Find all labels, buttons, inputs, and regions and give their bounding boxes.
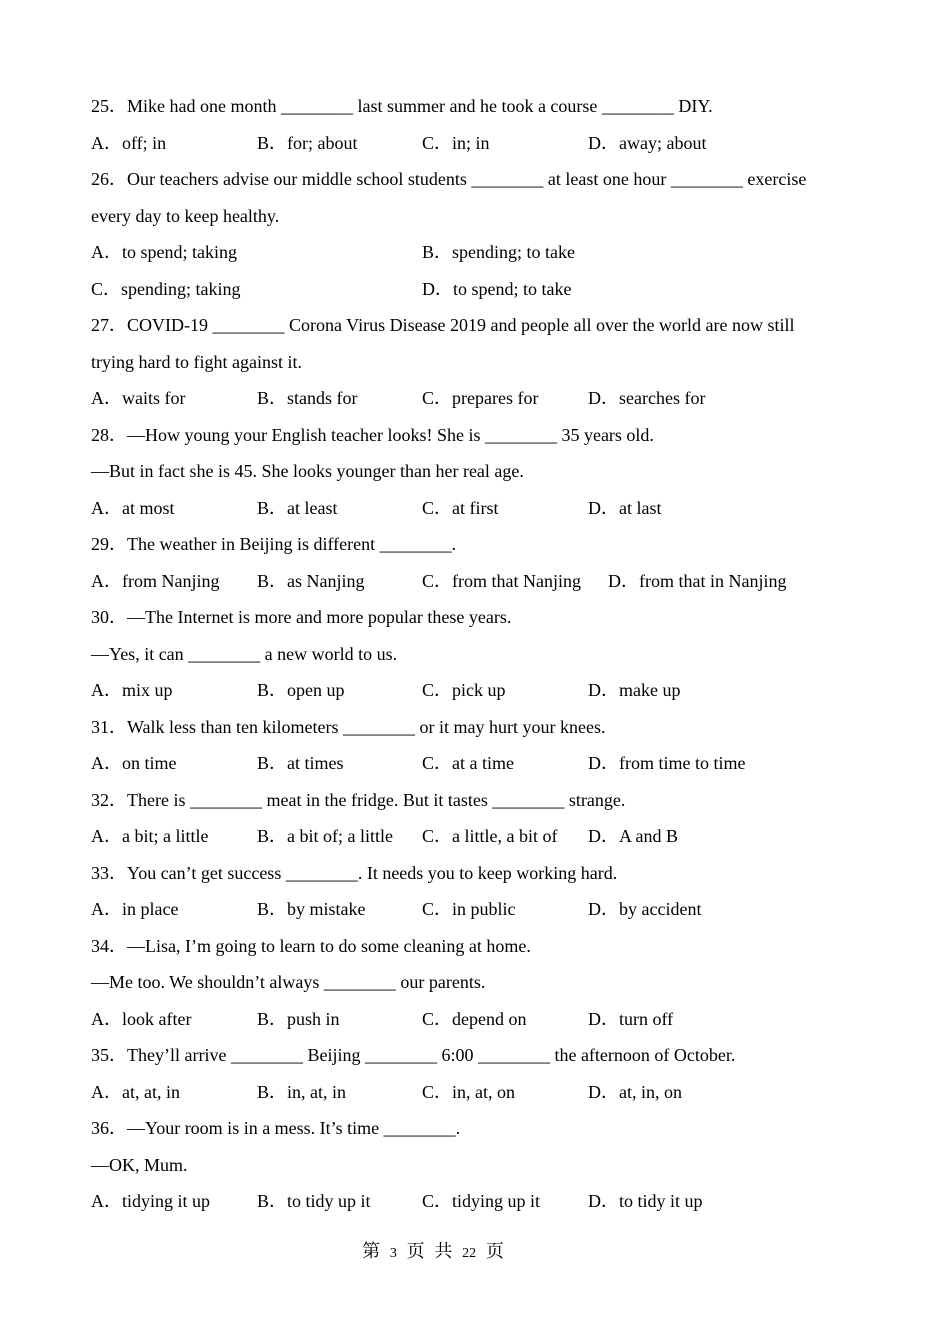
question-34: [91, 928, 891, 1038]
option-text: away; about: [619, 132, 707, 153]
option-text: searches for: [619, 388, 706, 408]
options-row: [91, 563, 891, 600]
option-d: [588, 1183, 703, 1220]
question-stem-line: [91, 709, 891, 746]
option-text: in place: [122, 899, 179, 919]
options-row: [91, 818, 891, 855]
question-number: 31．: [91, 716, 127, 737]
option-c: [422, 563, 581, 600]
option-b: [257, 563, 365, 600]
option-d: [588, 125, 706, 162]
option-a: [91, 672, 173, 709]
footer-word-gong: 共: [434, 1241, 453, 1262]
option-text: off; in: [122, 132, 167, 153]
option-text: at least: [287, 497, 338, 518]
option-text: in; in: [452, 132, 490, 153]
option-d: [608, 563, 786, 600]
question-text: Our teachers advise our middle school students ________ at least one hour ________ exercise: [127, 169, 807, 189]
question-list: [91, 88, 891, 1220]
question-stem-line: [91, 307, 891, 344]
option-letter: B．: [257, 899, 288, 919]
footer-word-ye: 页: [406, 1241, 425, 1262]
option-text: pick up: [452, 680, 506, 700]
question-29: [91, 526, 891, 599]
option-letter: B．: [257, 1081, 288, 1102]
option-letter: C．: [422, 899, 453, 919]
option-c: [422, 1001, 527, 1038]
option-text: mix up: [122, 680, 173, 700]
option-text: from time to time: [619, 753, 746, 773]
option-c: [422, 745, 514, 782]
option-c: [422, 672, 506, 709]
question-stem-line: —Yes, it can ________ a new world to us.: [91, 643, 398, 664]
question-stem-line: [91, 855, 891, 892]
question-number: 27．: [91, 315, 127, 335]
question-stem-line: [91, 599, 891, 636]
option-d: [588, 745, 745, 782]
option-letter: D．: [588, 497, 619, 518]
option-text: a bit; a little: [122, 826, 209, 846]
option-a: [91, 125, 166, 162]
options-row: [91, 1001, 891, 1038]
question-text: COVID-19 ________ Corona Virus Disease 2019 and people all over the world are now still: [127, 315, 795, 335]
options-row: [91, 745, 891, 782]
option-b: [422, 234, 575, 271]
question-stem-line: every day to keep healthy.: [91, 205, 280, 226]
option-text: spending; to take: [452, 242, 575, 262]
options-row: [91, 891, 891, 928]
question-number: 25．: [91, 96, 127, 116]
question-33: [91, 855, 891, 928]
option-text: to tidy up it: [287, 1191, 371, 1211]
option-c: [422, 1074, 515, 1111]
options-row: [91, 380, 891, 417]
option-a: [91, 563, 219, 600]
question-text: Walk less than ten kilometers ________ or it may hurt your knees.: [127, 716, 606, 737]
question-stem-line: —Me too. We shouldn’t always ________ our parents.: [91, 972, 486, 992]
question-stem-line: [91, 88, 891, 125]
question-text: They’ll arrive ________ Beijing ________ 6:00 ________ the afternoon of October.: [127, 1045, 736, 1065]
question-25: [91, 88, 891, 161]
option-text: for; about: [287, 132, 358, 153]
option-b: [257, 490, 338, 527]
option-text: from Nanjing: [122, 570, 220, 591]
option-d: [588, 490, 662, 527]
question-number: 36．: [91, 1118, 127, 1138]
option-text: a bit of; a little: [287, 826, 393, 846]
option-text: open up: [287, 680, 345, 700]
option-text: depend on: [452, 1008, 527, 1029]
question-text: You can’t get success ________. It needs you to keep working hard.: [127, 862, 618, 883]
option-b: [257, 891, 366, 928]
option-letter: D．: [588, 680, 619, 700]
footer-word-di: 第: [362, 1241, 381, 1262]
option-d: [422, 271, 571, 308]
option-text: A and B: [619, 826, 679, 846]
option-a: [91, 745, 177, 782]
option-b: [257, 745, 344, 782]
option-text: from that in Nanjing: [639, 570, 787, 591]
question-stem-line: [91, 1110, 891, 1147]
option-text: by accident: [619, 899, 702, 919]
option-letter: C．: [422, 497, 453, 518]
option-c: [422, 1183, 540, 1220]
option-text: look after: [122, 1008, 192, 1029]
option-letter: D．: [588, 1191, 619, 1211]
option-letter: C．: [422, 680, 453, 700]
question-stem-line: [91, 526, 891, 563]
option-text: at most: [122, 497, 175, 518]
question-28: [91, 417, 891, 527]
option-letter: A．: [91, 826, 122, 846]
option-letter: A．: [91, 497, 122, 518]
option-letter: B．: [257, 388, 288, 408]
question-26: [91, 161, 891, 307]
question-stem-line: —But in fact she is 45. She looks younger than her real age.: [91, 461, 524, 481]
option-b: [257, 125, 358, 162]
question-stem-line: [91, 782, 891, 819]
option-text: in, at, in: [287, 1081, 347, 1102]
question-text: —The Internet is more and more popular these years.: [127, 607, 512, 627]
footer-word-ye-end: 页: [485, 1241, 504, 1262]
option-letter: D．: [588, 132, 619, 153]
question-number: 34．: [91, 935, 127, 956]
question-text: Mike had one month ________ last summer and he took a course ________ DIY.: [127, 96, 713, 116]
option-a: [91, 818, 208, 855]
option-text: waits for: [122, 388, 186, 408]
option-letter: B．: [257, 753, 288, 773]
option-letter: C．: [422, 132, 453, 153]
options-row: [91, 125, 891, 162]
question-36: [91, 1110, 891, 1220]
question-text: —Your room is in a mess. It’s time ________.: [127, 1118, 461, 1138]
question-35: [91, 1037, 891, 1110]
question-number: 33．: [91, 862, 127, 883]
option-letter: D．: [588, 388, 619, 408]
option-b: [257, 818, 393, 855]
question-31: [91, 709, 891, 782]
option-text: a little, a bit of: [452, 826, 558, 846]
option-b: [257, 1183, 371, 1220]
option-b: [257, 672, 345, 709]
option-letter: C．: [422, 570, 453, 591]
option-letter: A．: [91, 1191, 122, 1211]
option-a: [91, 380, 185, 417]
option-b: [257, 1001, 340, 1038]
option-a: [91, 891, 178, 928]
option-c: [422, 380, 538, 417]
total-pages-number: 22: [462, 1246, 477, 1261]
option-letter: D．: [422, 278, 453, 299]
option-d: [588, 891, 701, 928]
option-letter: A．: [91, 242, 122, 262]
option-letter: D．: [588, 753, 619, 773]
question-text: There is ________ meat in the fridge. But it tastes ________ strange.: [127, 789, 626, 810]
question-number: 28．: [91, 424, 127, 445]
option-letter: B．: [422, 242, 453, 262]
option-letter: D．: [588, 1081, 619, 1102]
option-letter: B．: [257, 497, 288, 518]
question-number: 35．: [91, 1045, 127, 1065]
option-text: at, at, in: [122, 1081, 180, 1102]
option-letter: D．: [608, 570, 639, 591]
option-letter: A．: [91, 1008, 122, 1029]
option-a: [91, 234, 237, 271]
option-text: in, at, on: [452, 1081, 516, 1102]
question-32: [91, 782, 891, 855]
question-number: 32．: [91, 789, 127, 810]
question-30: [91, 599, 891, 709]
option-letter: C．: [422, 1008, 453, 1029]
option-letter: B．: [257, 132, 288, 153]
option-letter: C．: [91, 278, 122, 299]
question-text: —How young your English teacher looks! She is ________ 35 years old.: [127, 424, 654, 445]
option-c: [422, 891, 516, 928]
question-text: —Lisa, I’m going to learn to do some cleaning at home.: [127, 935, 531, 956]
question-number: 26．: [91, 169, 127, 189]
option-letter: A．: [91, 570, 122, 591]
option-d: [588, 818, 678, 855]
question-number: 29．: [91, 534, 127, 554]
question-text: The weather in Beijing is different ________.: [127, 534, 457, 554]
options-row: [91, 234, 891, 271]
option-text: spending; taking: [121, 278, 241, 299]
question-stem-line: [91, 161, 891, 198]
option-d: [588, 1001, 673, 1038]
option-text: at a time: [452, 753, 514, 773]
option-letter: A．: [91, 753, 122, 773]
option-letter: C．: [422, 388, 453, 408]
option-text: to spend; taking: [122, 242, 237, 262]
question-stem-line: [91, 928, 891, 965]
option-b: [257, 380, 358, 417]
options-row: [91, 1074, 891, 1111]
option-text: from that Nanjing: [452, 570, 581, 591]
option-letter: D．: [588, 1008, 619, 1029]
option-letter: C．: [422, 826, 453, 846]
question-stem-line: [91, 1037, 891, 1074]
option-c: [422, 818, 557, 855]
current-page-number: 3: [389, 1246, 397, 1261]
option-text: prepares for: [452, 388, 539, 408]
option-text: by mistake: [287, 899, 366, 919]
option-c: [91, 271, 241, 308]
option-text: make up: [619, 680, 681, 700]
option-letter: B．: [257, 570, 288, 591]
option-text: at times: [287, 753, 344, 773]
option-text: tidying up it: [452, 1191, 541, 1211]
option-text: at first: [452, 497, 499, 518]
option-c: [422, 490, 499, 527]
option-letter: D．: [588, 826, 619, 846]
options-row: [91, 490, 891, 527]
option-a: [91, 1183, 210, 1220]
option-text: turn off: [619, 1008, 674, 1029]
option-a: [91, 490, 175, 527]
option-letter: C．: [422, 1081, 453, 1102]
option-text: on time: [122, 753, 177, 773]
option-letter: A．: [91, 899, 122, 919]
options-row: [91, 672, 891, 709]
option-b: [257, 1074, 346, 1111]
option-letter: B．: [257, 826, 288, 846]
page-footer: [0, 1236, 866, 1270]
option-letter: D．: [588, 899, 619, 919]
question-stem-line: [91, 417, 891, 454]
options-row: [91, 1183, 891, 1220]
option-letter: B．: [257, 680, 288, 700]
option-text: to tidy it up: [619, 1191, 703, 1211]
options-row: [91, 271, 891, 308]
option-text: stands for: [287, 388, 358, 408]
option-letter: A．: [91, 680, 122, 700]
option-d: [588, 1074, 682, 1111]
option-text: to spend; to take: [453, 278, 572, 299]
option-text: push in: [287, 1008, 340, 1029]
option-text: in public: [452, 899, 516, 919]
option-text: at, in, on: [619, 1081, 682, 1102]
option-d: [588, 380, 705, 417]
option-a: [91, 1074, 180, 1111]
option-text: tidying it up: [122, 1191, 211, 1211]
option-letter: C．: [422, 753, 453, 773]
option-c: [422, 125, 490, 162]
option-a: [91, 1001, 191, 1038]
question-stem-line: trying hard to fight against it.: [91, 351, 302, 372]
option-letter: B．: [257, 1191, 288, 1211]
option-letter: C．: [422, 1191, 453, 1211]
question-27: [91, 307, 891, 417]
option-letter: A．: [91, 388, 122, 408]
option-letter: B．: [257, 1008, 288, 1029]
option-letter: A．: [91, 1081, 122, 1102]
question-number: 30．: [91, 607, 127, 627]
question-stem-line: —OK, Mum.: [91, 1154, 188, 1175]
option-text: at last: [619, 497, 662, 518]
option-d: [588, 672, 680, 709]
option-letter: A．: [91, 132, 122, 153]
option-text: as Nanjing: [287, 570, 365, 591]
